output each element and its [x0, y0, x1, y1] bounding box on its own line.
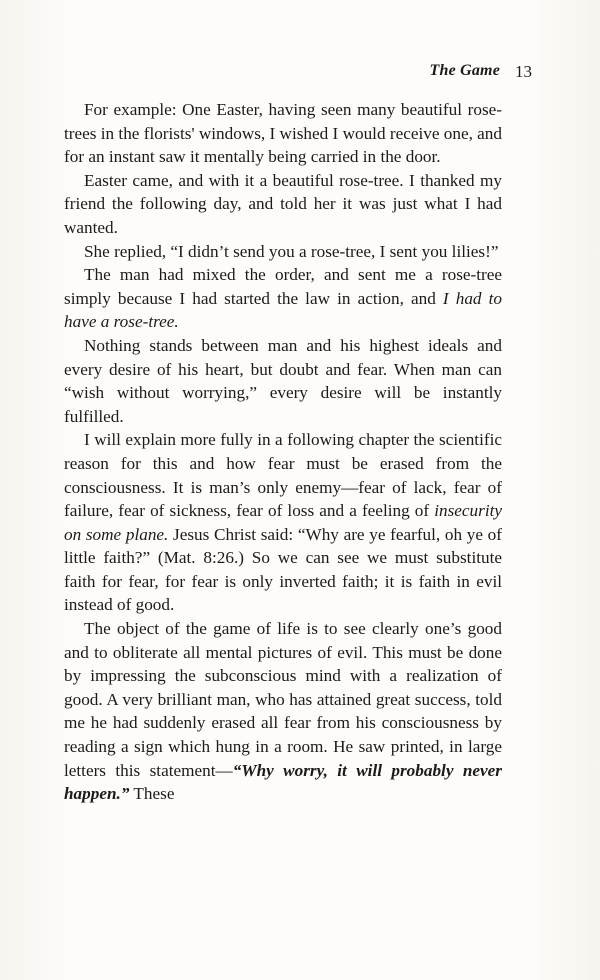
text-segment: Nothing stands between man and his highest ideals and every desire of his heart, but doubt and fear. When man can “wish without worrying,” every desire will be instantly fulfilled.: [64, 335, 502, 426]
text-segment: These: [129, 784, 175, 804]
page-number: 13: [515, 62, 532, 81]
text-segment: “Why worry, it will probably never happen.”: [64, 760, 502, 804]
text-segment: I had to have a rose-tree.: [64, 288, 502, 332]
paragraph: [64, 98, 502, 169]
paragraph: [64, 169, 502, 240]
text-segment: I will explain more fully in a following chapter the scientific reason for this and how fear must be erased from the consciousness. It is man’s only enemy—fear of lack, fear of failure, fear of sickness, fear of loss and a feeling of: [64, 430, 502, 521]
body-text: [64, 98, 502, 806]
text-segment: Easter came, and with it a beautiful rose-tree. I thanked my friend the following day, and told her it was just what I had wanted.: [64, 170, 502, 237]
running-head-title: The Game: [429, 62, 500, 79]
paragraph: [64, 263, 502, 334]
paragraph: [64, 617, 502, 806]
text-segment: The object of the game of life is to see clearly one’s good and to obliterate all mental pictures of evil. This must be done by impressing the subconscious mind with a realization of good. A very brilliant man, who has attained great success, told me he had suddenly erased all fear from his consciousness by reading a sign which hung in a room. He saw printed, in large letters this statement—: [64, 619, 502, 780]
paragraph: [64, 334, 502, 428]
text-segment: She replied, “I didn’t send you a rose-tree, I sent you lilies!”: [84, 241, 499, 261]
paragraph: [64, 428, 502, 617]
text-segment: insecurity on some plane.: [64, 501, 502, 544]
text-segment: Jesus Christ said: “Why are ye fearful, oh ye of little faith?” (Mat. 8:26.) So we can see we must substitute faith for fear, for fear is only inverted faith; it is faith in evil instead of good.: [64, 524, 502, 615]
paragraph: [64, 240, 502, 264]
text-segment: For example: One Easter, having seen many beautiful rose-trees in the florists' windows, I wished I would receive one, and for an instant saw it mentally being carried in the door.: [64, 100, 502, 167]
text-segment: The man had mixed the order, and sent me a rose-tree simply because I had started the law in action, and: [64, 265, 502, 308]
